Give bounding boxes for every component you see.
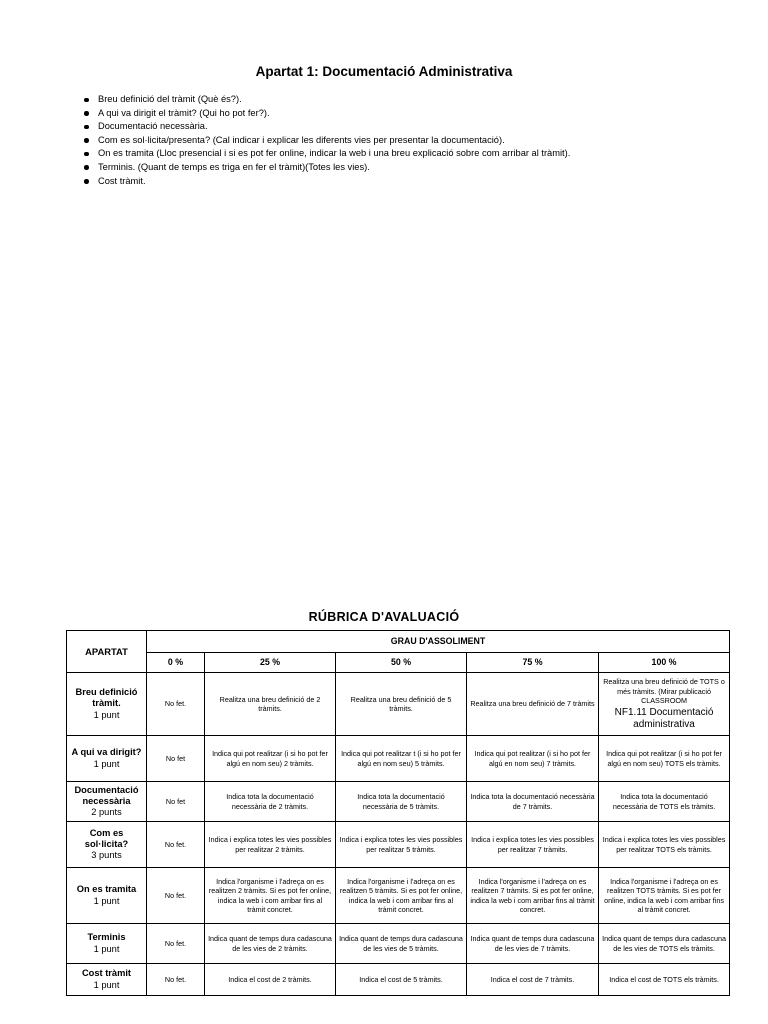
table-cell: Indica i explica totes les vies possibles per realitzar 2 tràmits. (205, 822, 336, 868)
rubric-title: RÚBRICA D'AVALUACIÓ (308, 610, 460, 624)
table-cell: No fet. (147, 868, 205, 924)
table-cell: Indica el cost de 5 tràmits. (336, 964, 467, 996)
list-item: Terminis. (Quant de temps es triga en fer el tràmit)(Totes les vies). (84, 161, 570, 175)
criterion-name: Com es sol·licita? (84, 827, 129, 849)
table-cell: Indica tota la documentació necessària de TOTS els tràmits. (599, 782, 730, 822)
grau-header: GRAU D'ASSOLIMENT (147, 631, 730, 653)
table-cell: Realitza una breu definició de 5 tràmits. (336, 673, 467, 736)
table-cell: No fet (147, 736, 205, 782)
table-cell: Indica quant de temps dura cadascuna de les vies de TOTS els tràmits. (599, 924, 730, 964)
criterion-cell (67, 822, 147, 868)
table-row (67, 673, 730, 736)
table-cell: Indica tota la documentació necessària de 7 tràmits. (467, 782, 599, 822)
criterion-points: 1 punt (93, 943, 120, 954)
list-item: Cost tràmit. (84, 175, 570, 189)
list-item: Breu definició del tràmit (Què és?). (84, 93, 570, 107)
table-cell: Indica i explica totes les vies possibles per realitzar TOTS els tràmits. (599, 822, 730, 868)
table-cell: Indica l'organisme i l'adreça on es realitzen 7 tràmits. Si es pot fer online, indica la web i com arribar fins al tràmit concret. (467, 868, 599, 924)
level-header: 25 % (205, 653, 336, 673)
table-cell: No fet (147, 782, 205, 822)
table-row (67, 868, 730, 924)
table-row (67, 736, 730, 782)
criterion-points: 1 punt (93, 895, 120, 906)
criterion-name: Documentació necessària (74, 784, 139, 806)
criterion-points: 2 punts (91, 807, 122, 818)
level-header: 50 % (336, 653, 467, 673)
criterion-name: Cost tràmit (81, 968, 132, 979)
criterion-points: 1 punt (93, 979, 120, 990)
cell-text: Realitza una breu definició de TOTS o més tràmits. (Mirar publicació CLASSROOM (603, 677, 725, 706)
table-row (67, 924, 730, 964)
table-cell: Indica qui pot realitzar (i si ho pot fer algú en nom seu) TOTS els tràmits. (599, 736, 730, 782)
apartat-header: APARTAT (67, 631, 147, 673)
rubric-table (66, 630, 730, 996)
list-item: Com es sol·licita/presenta? (Cal indicar i explicar les diferents vies per presentar la documentació). (84, 134, 570, 148)
criterion-points: 3 punts (91, 850, 122, 861)
list-item: A qui va dirigit el tràmit? (Qui ho pot fer?). (84, 107, 570, 121)
table-cell: Indica el cost de 2 tràmits. (205, 964, 336, 996)
list-item: On es tramita (Lloc presencial i si es pot fer online, indicar la web i una breu explicació sobre com arribar al tràmit). (84, 147, 570, 161)
table-cell: No fet. (147, 964, 205, 996)
table-cell: Indica qui pot realitzar (i si ho pot fer algú en nom seu) 2 tràmits. (205, 736, 336, 782)
level-header: 100 % (599, 653, 730, 673)
level-header: 0 % (147, 653, 205, 673)
table-cell: Indica tota la documentació necessària de 5 tràmits. (336, 782, 467, 822)
criterion-points: 1 punt (93, 758, 120, 769)
criterion-points: 1 punt (93, 709, 120, 720)
table-cell: Indica tota la documentació necessària de 2 tràmits. (205, 782, 336, 822)
table-cell: Indica l'organisme i l'adreça on es realitzen 5 tràmits. Si es pot fer online, indica la web i com arribar fins al tràmit concret. (336, 868, 467, 924)
page-title: Apartat 1: Documentació Administrativa (255, 64, 513, 79)
criterion-name: Breu definició tràmit. (75, 687, 138, 709)
table-cell: Indica i explica totes les vies possibles per realitzar 5 tràmits. (336, 822, 467, 868)
table-cell: Indica qui pot realitzar (i si ho pot fer algú en nom seu) 7 tràmits. (467, 736, 599, 782)
table-cell: Indica l'organisme i l'adreça on es realitzen TOTS tràmits. Si es pot fer online, indica la web i com arribar fins al tràmit concret. (599, 868, 730, 924)
table-cell: Realitza una breu definició de 7 tràmits (467, 673, 599, 736)
table-row (67, 964, 730, 996)
criterion-cell (67, 924, 147, 964)
table-cell: Indica i explica totes les vies possibles per realitzar 7 tràmits. (467, 822, 599, 868)
criterion-name: A qui va dirigit? (71, 747, 142, 758)
criterion-name: Terminis (87, 932, 126, 943)
level-header: 75 % (467, 653, 599, 673)
criterion-cell (67, 868, 147, 924)
table-cell: Indica el cost de TOTS els tràmits. (599, 964, 730, 996)
table-cell: Indica quant de temps dura cadascuna de les vies de 2 tràmits. (205, 924, 336, 964)
classroom-reference: NF1.11 Documentació administrativa (614, 706, 714, 730)
table-cell (599, 673, 730, 736)
table-row (67, 822, 730, 868)
table-cell: Indica quant de temps dura cadascuna de les vies de 5 tràmits. (336, 924, 467, 964)
table-cell: No fet. (147, 822, 205, 868)
criterion-cell (67, 736, 147, 782)
table-cell: Indica quant de temps dura cadascuna de les vies de 7 tràmits. (467, 924, 599, 964)
list-item: Documentació necessària. (84, 120, 570, 134)
criterion-name: On es tramita (76, 884, 137, 895)
criterion-cell (67, 782, 147, 822)
criterion-cell (67, 673, 147, 736)
table-cell: Indica qui pot realitzar t (i si ho pot fer algú en nom seu) 5 tràmits. (336, 736, 467, 782)
table-cell: Realitza una breu definició de 2 tràmits. (205, 673, 336, 736)
criterion-cell (67, 964, 147, 996)
table-cell: No fet. (147, 924, 205, 964)
table-cell: No fet. (147, 673, 205, 736)
table-cell: Indica l'organisme i l'adreça on es realitzen 2 tràmits. Si es pot fer online, indica la web i com arribar fins al tràmit concret. (205, 868, 336, 924)
table-cell: Indica el cost de 7 tràmits. (467, 964, 599, 996)
table-row (67, 782, 730, 822)
requirements-list (84, 93, 570, 188)
